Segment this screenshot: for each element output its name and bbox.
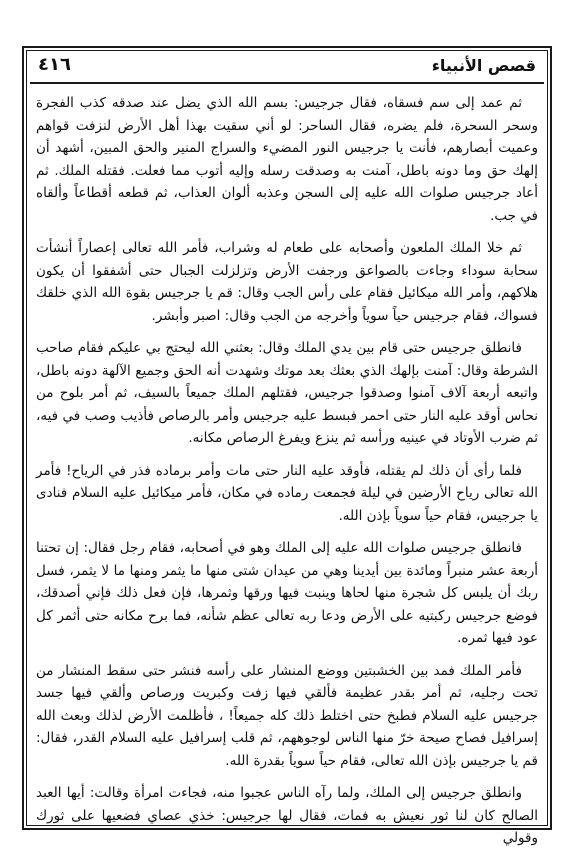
paragraph: ثم عمد إلى سم فسقاه، فقال جرجيس: بسم الله الذي يضل عند صدقه كذب الفجرة وسحر السحرة، فلم يضره، فقال الساحر: لو أني سقيت بهذا أهل الأرض لنزفت قواهم وعميت أبصارهم، فأنت يا جرجيس النور المضيء والسراج المنير والحق المبين، أشهد أن إلهك حق وما دونه باطل، آمنت به وصدقت رسله وإليه أتوب مما فعلت. فقتله الملك. ثم أعاد جرجيس صلوات الله عليه إلى السجن وعذبه ألوان العذاب، ثم قطعه أقطاعاً وألقاه في جب. — [36, 95, 538, 224]
paragraph: فانطلق جرجيس حتى قام بين يدي الملك وقال: بعثني الله ليحتج بي عليكم فقام صاحب الشرطة وقال: آمنت بإلهك الذي بعثك بعد موتك وشهدت أنه الحق وجميع الآلهة دونه باطل، واتبعه أربعة آلاف آمنوا وصدقوا جرجيس، فقتلهم الملك جميعاً بالسيف، ثم أمر بلوح من نحاس أوقد عليه النار حتى احمر فبسط عليه جرجيس وأمر بالرصاص فأذيب وصب في فيه، ثم ضرب الأوتاد في عينيه ورأسه ثم ينزع ويفرغ الرصاص مكانه. — [36, 340, 538, 446]
book-title: قصص الأنبياء — [431, 56, 536, 75]
paragraph: وانطلق جرجيس إلى الملك، ولما رآه الناس عجبوا منه، فجاءت امرأة وقالت: أيها العبد الصالح كان لنا ثور نعيش به فمات، فقال لها جرجيس: خذي عصاي فضعيها على ثورك وقولي — [36, 785, 538, 846]
page-header — [30, 54, 544, 80]
paragraph: فلما رأى أن ذلك لم يقتله، فأوقد عليه النار حتى مات وأمر برماده فذر في الرياح! فأمر الله تعالى رياح الأرضين في ليلة فجمعت رماده في مكان، فأمر ميكائيل عليه السلام فنادى يا جرجيس، فقام حياً سوياً بإذن الله. — [36, 462, 538, 524]
paragraph: ثم خلا الملك الملعون وأصحابه على طعام له وشراب، فأمر الله تعالى إعصاراً أنشأت سحابة سوداء وجاءت بالصواعق ورجفت الأرض وتزلزلت الجبال حتى أشفقوا أن يكون هلاكهم، وأمر الله ميكائيل فقام على رأس الجب وقال: قم يا جرجيس بقوة الله الذي خلقك فسواك، فقام جرجيس حياً سوياً وأخرجه من الجب وقال: اصبر وأبشر. — [36, 240, 538, 324]
page-body — [36, 92, 538, 846]
paragraph: فأمر الملك فمد بين الخشبتين ووضع المنشار على رأسه فنشر حتى سقط المنشار من تحت رجليه، ثم أمر بقدر عظيمة فألقي فيها زفت وكبريت ورصاص وألقي فيها جسد جرجيس عليه السلام فطبخ حتى اختلط ذلك كله جميعاً! ، فأظلمت الأرض لذلك وبعث الله إسرافيل فصاح صيحة خرّ منها الناس لوجوههم، ثم قلب إسرافيل عليه السلام القدر، فقال: قم يا جرجيس بإذن الله تعالى، فقام حياً سوياً بقدرة الله. — [36, 662, 538, 769]
header-divider — [30, 82, 544, 84]
paragraph: فانطلق جرجيس صلوات الله عليه إلى الملك وهو في أصحابه، فقام رجل فقال: إن تحتنا أربعة عشر منبراً ومائدة بين أيدينا وهي من عيدان شتى منها ما يثمر ومنها ما لا يثمر، فسل ربك أن يلبس كل شجرة منها لحاها وينبت فيها ورقها وثمرها، فإن فعل ذلك فإني أصدقك، فوضع جرجيس ركبتيه على الأرض ودعا ربه تعالى عظم شأنه، فما برح مكانه حتى أثمر كل عود فيها ثمره. — [36, 540, 538, 646]
page-number: ٤١٦ — [38, 54, 71, 75]
